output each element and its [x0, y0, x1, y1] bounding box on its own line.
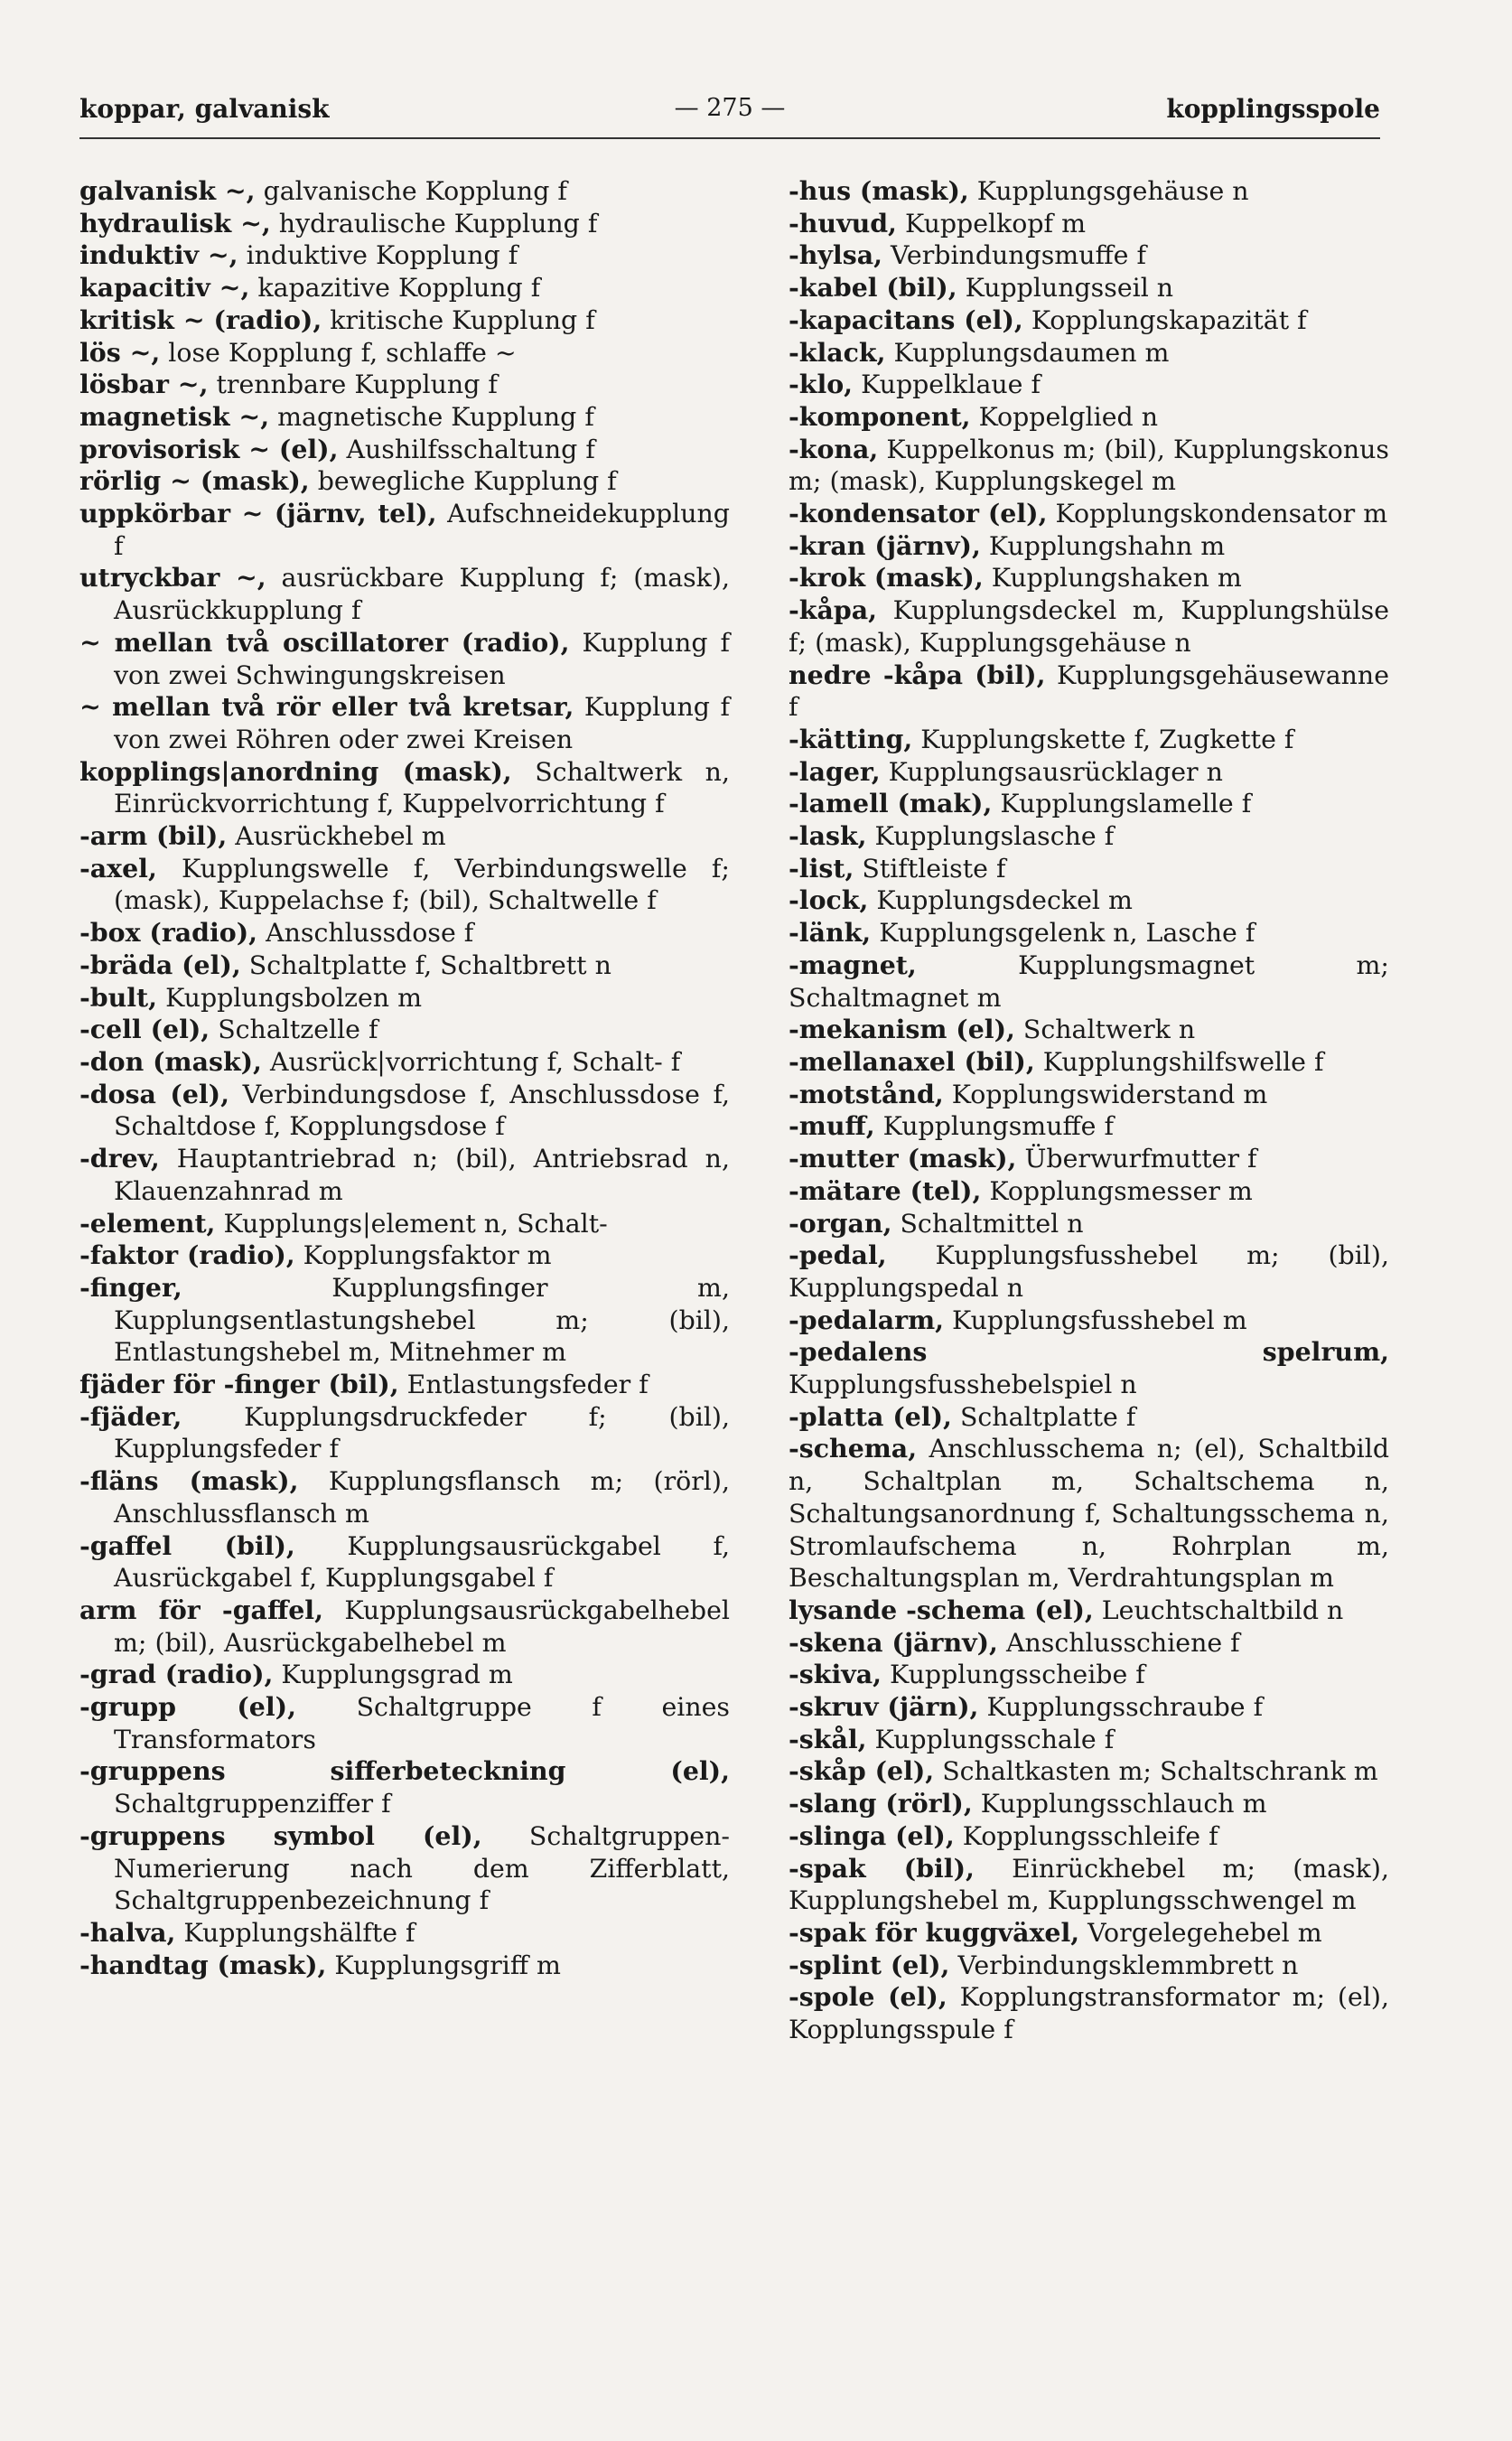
entry-translation: Anschlusschiene f: [997, 1627, 1240, 1658]
entry-headword: -skruv (järn),: [789, 1691, 979, 1723]
entry-headword: uppkörbar ~ (järnv, tel),: [79, 498, 437, 529]
dictionary-entry: [79, 175, 730, 208]
entry-translation: Kupplung f von zwei Schwingungskreisen: [114, 627, 730, 690]
dictionary-entry: [789, 1659, 1389, 1691]
entry-headword: ~ mellan två oscillatorer (radio),: [79, 626, 570, 658]
entry-translation: Kupplungsgelenk n, Lasche f: [871, 918, 1255, 949]
entry-translation: Kuppelkopf m: [896, 208, 1087, 238]
entry-headword: -slang (rörl),: [789, 1788, 973, 1819]
entry-translation: Aushilfsschaltung f: [338, 434, 595, 464]
entry-headword: lösbar ~,: [79, 369, 209, 400]
entry-translation: kritische Kupplung f: [322, 304, 595, 335]
dictionary-entry: [789, 337, 1389, 369]
entry-headword: -handtag (mask),: [79, 1949, 327, 1980]
entry-headword: -fläns (mask),: [79, 1465, 299, 1497]
entry-headword: -gruppens sifferbeteckning (el),: [79, 1755, 730, 1787]
left-column: [79, 175, 730, 1981]
dictionary-entry: [789, 724, 1389, 756]
entry-translation: Schaltwerk n, Einrückvorrichtung f, Kuppelvorrichtung f: [114, 756, 730, 819]
entry-translation: Kopplungskondensator m: [1047, 499, 1388, 529]
entry-headword: -muff,: [789, 1110, 875, 1142]
entry-translation: Kupplungsdaumen m: [885, 337, 1170, 368]
entry-headword: -spak för kuggväxel,: [789, 1916, 1080, 1948]
entry-headword: -gruppens symbol (el),: [79, 1819, 482, 1851]
dictionary-entry: [789, 401, 1389, 434]
entry-translation: Kupplungsgehäusewanne f: [789, 659, 1389, 723]
dictionary-entry: [789, 1208, 1389, 1240]
entry-headword: -skiva,: [789, 1659, 882, 1690]
dictionary-entry: [789, 1239, 1389, 1304]
entry-headword: -lamell (mak),: [789, 788, 993, 819]
entry-translation: Kopplungstransformator m; (el), Kopplungsspule f: [789, 1982, 1389, 2045]
entry-headword: -splint (el),: [789, 1949, 950, 1980]
dictionary-entry: [789, 1691, 1389, 1724]
dictionary-entry: [79, 1014, 730, 1046]
entry-translation: Vorgelegehebel m: [1079, 1917, 1322, 1948]
entry-translation: Kupplungsfusshebel m: [944, 1305, 1247, 1335]
entry-translation: Verbindungsdose f, Anschlussdose f, Schaltdose f, Kopplungsdose f: [114, 1079, 730, 1142]
entry-translation: Schaltkasten m; Schaltschrank m: [934, 1756, 1378, 1787]
entry-headword: -lask,: [789, 820, 867, 852]
entry-headword: -faktor (radio),: [79, 1239, 295, 1271]
entry-translation: Kupplungsausrückgabelhebel m; (bil), Ausrückgabelhebel m: [114, 1595, 730, 1658]
dictionary-entry: [79, 1401, 730, 1465]
entry-translation: Kupplungsfusshebelspiel n: [789, 1370, 1137, 1400]
entry-headword: -platta (el),: [789, 1400, 952, 1432]
entry-translation: Kupplungs|element n, Schalt-: [215, 1208, 608, 1239]
entry-headword: -dosa (el),: [79, 1078, 229, 1109]
dictionary-entry: [789, 949, 1389, 1014]
entry-translation: Kupplungshahn m: [980, 530, 1226, 561]
entry-headword: -finger,: [79, 1271, 182, 1303]
dictionary-entry: [789, 1820, 1389, 1853]
dictionary-entry: [789, 756, 1389, 789]
dictionary-entry: [79, 434, 730, 466]
dictionary-entry: [79, 1595, 730, 1659]
entry-translation: hydraulische Kupplung f: [270, 208, 598, 238]
entry-translation: Anschlusschema n; (el), Schaltbild n, Schaltplan m, Schaltschema n, Schaltungsanordnung f, Schaltungsschema n, Stromlaufschema n, Rohrplan m, Beschaltungsplan m, Verdrahtungsplan m: [789, 1434, 1389, 1594]
entry-headword: -kabel (bil),: [789, 272, 957, 304]
header-rule: [79, 137, 1380, 139]
dictionary-entry: [79, 465, 730, 498]
entry-headword: provisorisk ~ (el),: [79, 433, 339, 464]
entry-translation: Schaltgruppenziffer f: [114, 1789, 391, 1819]
entry-translation: Schaltgruppe f eines Transformators: [114, 1692, 730, 1754]
entry-translation: Kupplungsgehäuse n: [968, 176, 1249, 206]
entry-translation: Kupplungslasche f: [866, 821, 1115, 852]
dictionary-entry: [79, 1950, 730, 1982]
dictionary-entry: [79, 1820, 730, 1917]
entry-translation: Kupplungsschraube f: [978, 1692, 1264, 1723]
entry-headword: -komponent,: [789, 400, 971, 432]
entry-translation: Kupplungsfinger m, Kupplungsentlastungshebel m; (bil), Entlastungshebel m, Mitnehmer m: [114, 1272, 730, 1368]
entry-translation: Hauptantriebrad n; (bil), Antriebsrad n, Klauenzahnrad m: [114, 1144, 730, 1206]
entry-translation: Kupplungsdeckel m, Kupplungshülse f; (mask), Kupplungsgehäuse n: [789, 595, 1389, 658]
entry-headword: arm för -gaffel,: [79, 1594, 323, 1625]
entry-translation: Kupplungslamelle f: [992, 789, 1252, 819]
entry-headword: -pedal,: [789, 1239, 887, 1271]
entry-headword: -gaffel (bil),: [79, 1529, 295, 1561]
entry-translation: Schaltzelle f: [210, 1015, 378, 1045]
dictionary-entry: [789, 1755, 1389, 1788]
entry-translation: Kupplungsflansch m; (rörl), Anschlussflansch m: [114, 1466, 730, 1529]
entry-translation: magnetische Kupplung f: [269, 401, 594, 432]
entry-headword: -bult,: [79, 981, 158, 1013]
entry-translation: Schaltgruppen-Numerierung nach dem Zifferblatt, Schaltgruppenbezeichnung f: [114, 1820, 730, 1916]
entry-translation: induktive Kopplung f: [238, 240, 518, 271]
dictionary-entry: [789, 1079, 1389, 1111]
entry-translation: Kopplungsmesser m: [981, 1175, 1253, 1206]
entry-translation: ausrückbare Kupplung f; (mask), Ausrückkupplung f: [114, 563, 730, 626]
entry-translation: Kupplungsgrad m: [273, 1660, 513, 1690]
dictionary-entry: [789, 434, 1389, 498]
entry-translation: Leuchtschaltbild n: [1093, 1595, 1344, 1625]
dictionary-entry: [789, 1627, 1389, 1660]
entry-translation: Aufschneidekupplung f: [114, 499, 730, 561]
entry-headword: -halva,: [79, 1916, 176, 1948]
entry-translation: Kopplungsschleife f: [954, 1820, 1218, 1851]
entry-headword: kapacitiv ~,: [79, 272, 250, 304]
entry-headword: -huvud,: [789, 207, 897, 238]
dictionary-entry: [79, 1272, 730, 1369]
entry-headword: utryckbar ~,: [79, 562, 266, 594]
entry-headword: -skål,: [789, 1723, 867, 1754]
dictionary-entry: [789, 659, 1389, 724]
entry-translation: Kupplungsmuffe f: [874, 1111, 1115, 1142]
entry-headword: -krok (mask),: [789, 562, 984, 594]
dictionary-entry: [789, 1046, 1389, 1079]
entry-headword: -pedalens spelrum,: [789, 1336, 1389, 1368]
entry-headword: -cell (el),: [79, 1014, 210, 1045]
entry-translation: Koppelglied n: [970, 401, 1158, 432]
entry-headword: -bräda (el),: [79, 949, 241, 980]
dictionary-entry: [789, 853, 1389, 885]
entry-headword: -spole (el),: [789, 1981, 947, 2013]
dictionary-entry: [789, 369, 1389, 401]
dictionary-entry: [789, 1336, 1389, 1400]
entry-translation: Überwurfmutter f: [1016, 1144, 1257, 1174]
dictionary-entry: [79, 756, 730, 820]
entry-translation: Kupplungsdruckfeder f; (bil), Kupplungsfeder f: [114, 1401, 730, 1464]
entry-headword: nedre -kåpa (bil),: [789, 659, 1046, 690]
entry-headword: kritisk ~ (radio),: [79, 304, 322, 335]
entry-translation: Kupplungsbolzen m: [157, 982, 423, 1013]
dictionary-entry: [79, 1465, 730, 1529]
entry-headword: rörlig ~ (mask),: [79, 465, 310, 497]
dictionary-entry: [79, 337, 730, 369]
entry-headword: -kåpa,: [789, 594, 877, 626]
entry-translation: Kupplungsgriff m: [326, 1950, 561, 1980]
dictionary-entry: [789, 1950, 1389, 1982]
dictionary-entry: [79, 1917, 730, 1950]
entry-translation: Kupplungswelle f, Verbindungswelle f; (mask), Kuppelachse f; (bil), Schaltwelle f: [114, 853, 730, 916]
entry-translation: Schaltplatte f, Schaltbrett n: [240, 949, 611, 980]
entry-headword: -kapacitans (el),: [789, 304, 1023, 335]
dictionary-entry: [79, 1659, 730, 1691]
dictionary-entry: [789, 788, 1389, 820]
entry-headword: -klo,: [789, 369, 854, 400]
dictionary-entry: [79, 369, 730, 401]
dictionary-entry: [789, 884, 1389, 917]
entry-translation: Kupplungsausrücklager n: [880, 756, 1223, 787]
entry-headword: -kondensator (el),: [789, 498, 1048, 529]
entry-headword: -klack,: [789, 336, 886, 368]
entry-headword: -pedalarm,: [789, 1304, 945, 1335]
entry-headword: -schema,: [789, 1433, 918, 1464]
dictionary-entry: [79, 208, 730, 240]
entry-headword: -don (mask),: [79, 1045, 262, 1077]
entry-headword: -mellanaxel (bil),: [789, 1045, 1035, 1077]
dictionary-entry: [789, 1433, 1389, 1595]
entry-translation: Kupplungshaken m: [983, 563, 1242, 594]
dictionary-entry: [789, 175, 1389, 208]
entry-translation: Stiftleiste f: [854, 853, 1006, 884]
dictionary-entry: [789, 1110, 1389, 1143]
entry-translation: Kupplungskette f, Zugkette f: [912, 724, 1294, 754]
entry-translation: Schaltplatte f: [951, 1401, 1136, 1432]
entry-translation: Verbindungsmuffe f: [882, 240, 1147, 271]
entry-translation: Schaltmittel n: [891, 1208, 1084, 1239]
entry-translation: Verbindungsklemmbrett n: [949, 1950, 1299, 1980]
dictionary-entry: [789, 304, 1389, 337]
entry-headword: hydraulisk ~,: [79, 207, 271, 238]
dictionary-entry: [79, 1079, 730, 1143]
dictionary-entry: [789, 1014, 1389, 1046]
entry-translation: Kupplungsausrückgabel f, Ausrückgabel f, Kupplungsgabel f: [114, 1530, 730, 1594]
dictionary-entry: [789, 594, 1389, 659]
entry-headword: -drev,: [79, 1143, 160, 1174]
dictionary-entry: [79, 272, 730, 304]
entry-translation: Kopplungsfaktor m: [294, 1240, 552, 1271]
dictionary-entry: [789, 1401, 1389, 1434]
entry-translation: Kupplungsschlauch m: [972, 1789, 1267, 1819]
dictionary-entry: [79, 1691, 730, 1755]
entry-headword: galvanisk ~,: [79, 175, 256, 206]
entry-headword: -axel,: [79, 852, 157, 884]
entry-translation: Kupplung f von zwei Röhren oder zwei Kreisen: [114, 692, 730, 754]
header-left-guideword: koppar, galvanisk: [79, 94, 330, 124]
entry-headword: -skena (järnv),: [789, 1626, 998, 1658]
dictionary-entry: [79, 562, 730, 626]
dictionary-entry: [789, 1853, 1389, 1917]
dictionary-entry: [79, 304, 730, 337]
entry-headword: -hylsa,: [789, 239, 882, 271]
entry-headword: -magnet,: [789, 949, 917, 980]
entry-translation: Ausrückhebel m: [227, 821, 446, 852]
dictionary-entry: [79, 853, 730, 917]
dictionary-entry: [789, 917, 1389, 949]
entry-headword: ~ mellan två rör eller två kretsar,: [79, 691, 574, 723]
dictionary-entry: [79, 1755, 730, 1819]
dictionary-entry: [789, 208, 1389, 240]
dictionary-entry: [789, 562, 1389, 594]
header-right-guideword: kopplingsspole: [1166, 94, 1380, 124]
entry-headword: -fjäder,: [79, 1400, 182, 1432]
entry-headword: -organ,: [789, 1207, 892, 1239]
entry-headword: -grad (radio),: [79, 1659, 274, 1690]
dictionary-entry: [789, 1175, 1389, 1208]
dictionary-entry: [79, 1143, 730, 1207]
entry-headword: -skåp (el),: [789, 1755, 935, 1787]
dictionary-entry: [789, 1595, 1389, 1627]
dictionary-entry: [79, 1369, 730, 1401]
dictionary-entry: [789, 1143, 1389, 1175]
entry-headword: -kätting,: [789, 723, 913, 754]
dictionary-entry: [789, 1788, 1389, 1820]
dictionary-entry: [789, 820, 1389, 853]
entry-headword: -mätare (tel),: [789, 1174, 982, 1206]
entry-translation: kapazitive Kopplung f: [249, 273, 541, 304]
entry-headword: kopplings|anordning (mask),: [79, 755, 512, 787]
entry-headword: -motstånd,: [789, 1078, 944, 1109]
entry-translation: Kupplungsseil n: [957, 273, 1174, 304]
page-header: [79, 87, 1380, 137]
entry-headword: -list,: [789, 852, 854, 884]
entry-headword: -box (radio),: [79, 917, 258, 949]
dictionary-entry: [79, 917, 730, 949]
entry-translation: Kuppelkonus m; (bil), Kupplungskonus m; (mask), Kupplungskegel m: [789, 434, 1389, 497]
entry-headword: induktiv ~,: [79, 239, 238, 271]
entry-translation: Kupplungsfusshebel m; (bil), Kupplungspedal n: [789, 1240, 1389, 1303]
dictionary-entry: [79, 820, 730, 853]
entry-headword: -lager,: [789, 755, 881, 787]
entry-translation: Kopplungswiderstand m: [943, 1079, 1268, 1109]
dictionary-entry: [79, 1530, 730, 1595]
entry-headword: fjäder för -finger (bil),: [79, 1369, 399, 1400]
entry-translation: Kupplungsschale f: [866, 1724, 1115, 1754]
dictionary-entry: [789, 1981, 1389, 2045]
dictionary-entry: [789, 1724, 1389, 1756]
entry-translation: Anschlussdose f: [257, 918, 474, 949]
entry-headword: -hus (mask),: [789, 175, 969, 206]
entry-headword: lysande -schema (el),: [789, 1594, 1094, 1625]
entry-translation: Entlastungsfeder f: [398, 1370, 649, 1400]
entry-translation: Schaltwerk n: [1014, 1015, 1196, 1045]
dictionary-entry: [79, 949, 730, 982]
entry-headword: magnetisk ~,: [79, 400, 270, 432]
dictionary-entry: [789, 239, 1389, 272]
dictionary-entry: [789, 498, 1389, 530]
entry-headword: -kran (järnv),: [789, 529, 981, 561]
dictionary-entry: [79, 1208, 730, 1240]
entry-translation: Einrückhebel m; (mask), Kupplungshebel m, Kupplungsschwengel m: [789, 1853, 1389, 1916]
dictionary-entry: [79, 498, 730, 562]
entry-headword: -kona,: [789, 433, 879, 464]
dictionary-entry: [789, 272, 1389, 304]
entry-translation: galvanische Kopplung f: [255, 176, 567, 206]
right-column: [789, 175, 1389, 2046]
dictionary-entry: [79, 239, 730, 272]
dictionary-entry: [79, 401, 730, 434]
dictionary-entry: [79, 627, 730, 691]
page-number: — 275 —: [674, 94, 786, 122]
entry-translation: Kuppelklaue f: [853, 369, 1041, 400]
dictionary-entry: [79, 982, 730, 1015]
entry-headword: -mekanism (el),: [789, 1014, 1015, 1045]
entry-headword: -element,: [79, 1207, 216, 1239]
dictionary-entry: [789, 530, 1389, 563]
entry-headword: -spak (bil),: [789, 1852, 975, 1884]
entry-translation: lose Kopplung f, schlaffe ~: [160, 337, 517, 368]
entry-translation: trennbare Kupplung f: [208, 369, 498, 400]
entry-headword: -mutter (mask),: [789, 1143, 1017, 1174]
entry-headword: lös ~,: [79, 336, 161, 368]
entry-translation: Kupplungsdeckel m: [868, 885, 1133, 916]
dictionary-entry: [79, 1046, 730, 1079]
entry-translation: Kopplungskapazität f: [1022, 304, 1307, 335]
entry-translation: Ausrück|vorrichtung f, Schalt- f: [261, 1046, 681, 1077]
entry-headword: -länk,: [789, 917, 872, 949]
entry-headword: -grupp (el),: [79, 1691, 296, 1723]
entry-headword: -slinga (el),: [789, 1819, 955, 1851]
entry-headword: -lock,: [789, 884, 869, 916]
dictionary-entry: [79, 691, 730, 755]
dictionary-entry: [79, 1239, 730, 1272]
entry-translation: Kupplungshälfte f: [175, 1917, 415, 1948]
dictionary-entry: [789, 1305, 1389, 1337]
entry-headword: -arm (bil),: [79, 820, 228, 852]
entry-translation: Kupplungsscheibe f: [882, 1660, 1145, 1690]
entry-translation: bewegliche Kupplung f: [309, 466, 617, 497]
entry-translation: Kupplungsmagnet m; Schaltmagnet m: [789, 949, 1389, 1013]
entry-translation: Kupplungshilfswelle f: [1034, 1046, 1324, 1077]
dictionary-entry: [789, 1917, 1389, 1950]
